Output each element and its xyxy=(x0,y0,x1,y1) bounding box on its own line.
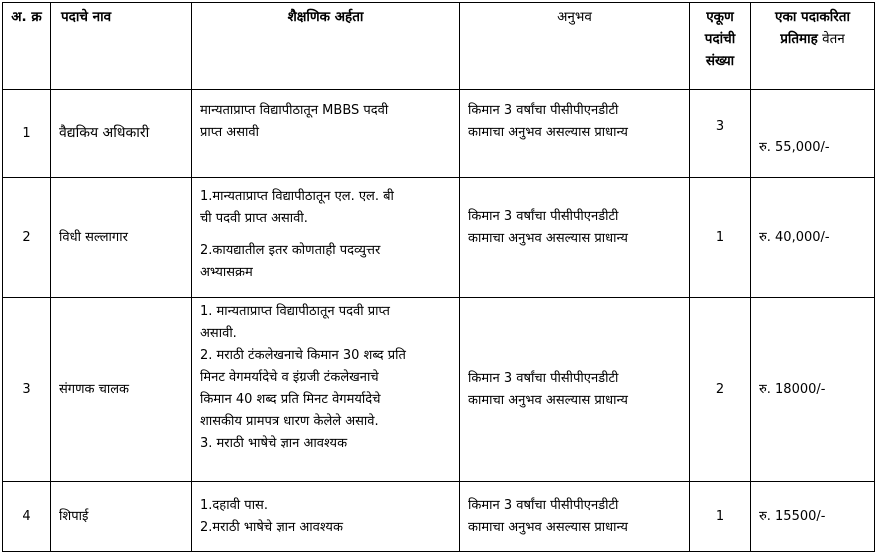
recruitment-table xyxy=(2,2,875,552)
row-post-count: 1 xyxy=(690,482,751,552)
table-row xyxy=(3,178,875,298)
row-qualification: 1.दहावी पास. 2.मराठी भाषेचे ज्ञान आवश्यक xyxy=(192,482,460,552)
row-salary: रु. 18000/- xyxy=(751,298,875,482)
row-post-name: संगणक चालक xyxy=(51,298,192,482)
row-sr: 4 xyxy=(3,482,51,552)
table-row xyxy=(3,90,875,178)
row-sr: 2 xyxy=(3,178,51,298)
header-row xyxy=(3,3,875,90)
header-sr: अ. क्र xyxy=(3,3,51,90)
row-post-name: शिपाई xyxy=(51,482,192,552)
header-monthly-salary: एका पदाकरिता प्रतिमाह वेतन xyxy=(751,3,875,90)
header-post-count: एकूण पदांची संख्या xyxy=(690,3,751,90)
row-post-count: 2 xyxy=(690,298,751,482)
row-post-name: वैद्यकिय अधिकारी xyxy=(51,90,192,178)
row-salary: रु. 40,000/- xyxy=(751,178,875,298)
row-qualification: 1. मान्यताप्राप्त विद्यापीठातून पदवी प्राप्त असावी. 2. मराठी टंकलेखनाचे किमान 30 शब्द प्रति मिनट वेगमर्यादेचे व इंग्रजी टंकलेखनाचे किमान 40 शब्द प्रति मिनट वेगमर्यादेचे शासकीय प्रामपत्र धारण केलेले असावे. 3. मराठी भाषेचे ज्ञान आवश्यक xyxy=(192,298,460,482)
row-post-name: विधी सल्लागार xyxy=(51,178,192,298)
header-experience: अनुभव xyxy=(460,3,690,90)
row-salary: रु. 15500/- xyxy=(751,482,875,552)
row-sr: 3 xyxy=(3,298,51,482)
row-experience: किमान 3 वर्षांचा पीसीपीएनडीटी कामाचा अनुभव असल्यास प्राधान्य xyxy=(460,90,690,178)
row-sr: 1 xyxy=(3,90,51,178)
row-post-count: 1 xyxy=(690,178,751,298)
row-experience: किमान 3 वर्षांचा पीसीपीएनडीटी कामाचा अनुभव असल्यास प्राधान्य xyxy=(460,482,690,552)
header-post: पदाचे नाव xyxy=(51,3,192,90)
header-qualification: शैक्षणिक अर्हता xyxy=(192,3,460,90)
row-qualification: मान्यताप्राप्त विद्यापीठातून MBBS पदवी प्राप्त असावी xyxy=(192,90,460,178)
row-salary: रु. 55,000/- xyxy=(751,90,875,178)
row-qualification: 1.मान्यताप्राप्त विद्यापीठातून एल. एल. बी ची पदवी प्राप्त असावी. 2.कायद्यातील इतर कोणताही पदव्युत्तर अभ्यासक्रम xyxy=(192,178,460,298)
row-post-count: 3 xyxy=(690,90,751,178)
row-experience: किमान 3 वर्षांचा पीसीपीएनडीटी कामाचा अनुभव असल्यास प्राधान्य xyxy=(460,298,690,482)
table-row xyxy=(3,298,875,482)
row-experience: किमान 3 वर्षांचा पीसीपीएनडीटी कामाचा अनुभव असल्यास प्राधान्य xyxy=(460,178,690,298)
table-row xyxy=(3,482,875,552)
